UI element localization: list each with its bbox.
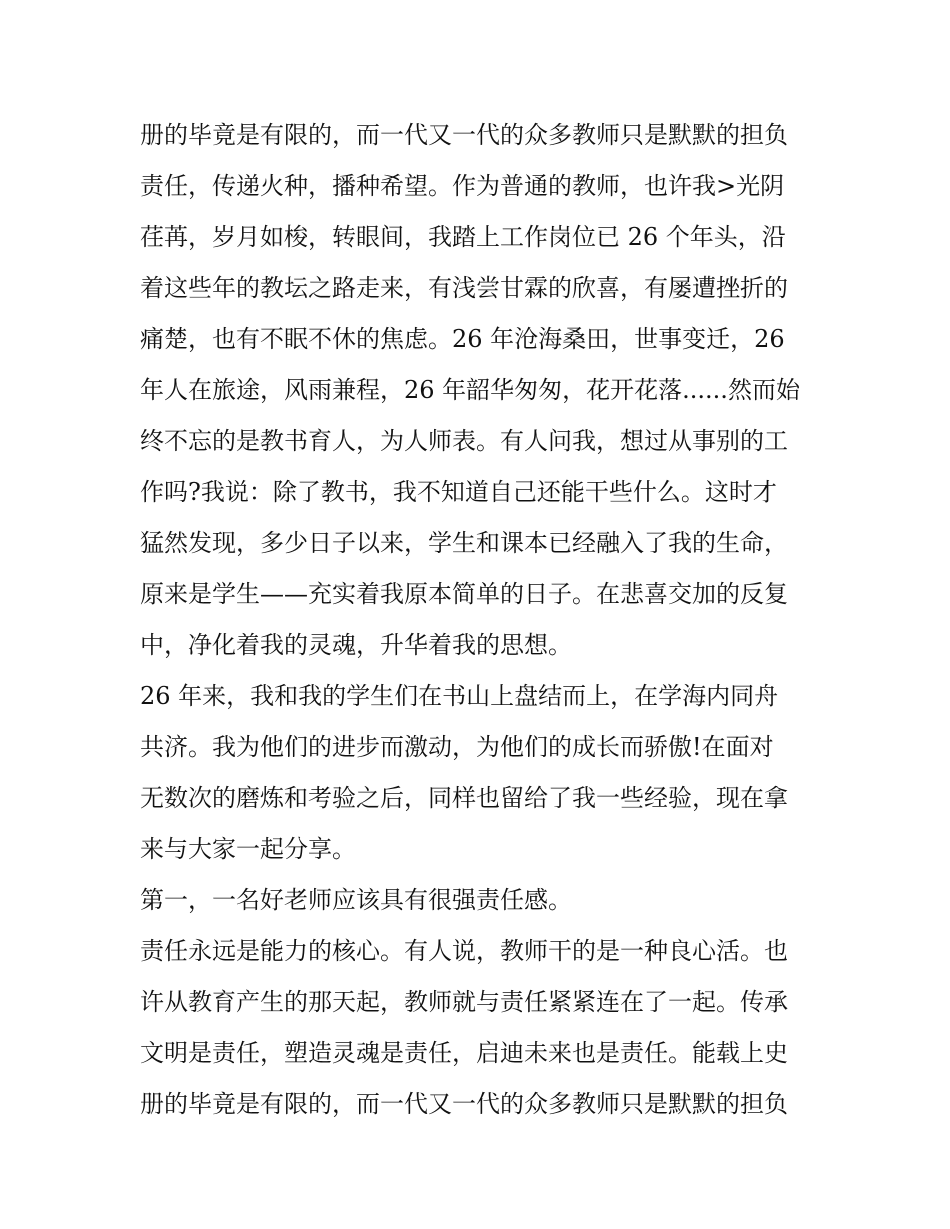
text-line: 终不忘的是教书育人，为人师表。有人问我，想过从事别的工: [140, 427, 788, 455]
text-line: 来与大家一起分享。: [140, 835, 356, 863]
text-line: 荏苒，岁月如梭，转眼间，我踏上工作岗位已 26 个年头，沿: [140, 223, 786, 251]
text-line: 第一，一名好老师应该具有很强责任感。: [140, 886, 572, 914]
text-line: 年人在旅途，风雨兼程，26 年韶华匆匆，花开花落......然而始: [140, 376, 800, 404]
text-line: 痛楚，也有不眠不休的焦虑。26 年沧海桑田，世事变迁，26: [140, 325, 785, 353]
text-line: 许从教育产生的那天起，教师就与责任紧紧连在了一起。传承: [140, 988, 788, 1016]
text-line: 26 年来，我和我的学生们在书山上盘结而上，在学海内同舟: [140, 682, 779, 710]
text-line: 共济。我为他们的进步而激动，为他们的成长而骄傲!在面对: [140, 733, 774, 761]
body-text: [140, 110, 820, 1130]
text-line: 无数次的磨炼和考验之后，同样也留给了我一些经验，现在拿: [140, 784, 788, 812]
text-line: 册的毕竟是有限的，而一代又一代的众多教师只是默默的担负: [140, 1090, 788, 1118]
text-line: 责任永远是能力的核心。有人说，教师干的是一种良心活。也: [140, 937, 788, 965]
text-line: 着这些年的教坛之路走来，有浅尝甘霖的欣喜，有屡遭挫折的: [140, 274, 788, 302]
text-line: 责任，传递火种，播种希望。作为普通的教师，也许我>光阴: [140, 172, 785, 200]
text-line: 作吗?我说：除了教书，我不知道自己还能干些什么。这时才: [140, 478, 777, 506]
text-line: 册的毕竟是有限的，而一代又一代的众多教师只是默默的担负: [140, 121, 788, 149]
text-line: 猛然发现，多少日子以来，学生和课本已经融入了我的生命，: [140, 529, 788, 557]
text-line: 原来是学生——充实着我原本简单的日子。在悲喜交加的反复: [140, 580, 788, 608]
text-line: 中，净化着我的灵魂，升华着我的思想。: [140, 631, 572, 659]
text-line: 文明是责任，塑造灵魂是责任，启迪未来也是责任。能载上史: [140, 1039, 788, 1067]
